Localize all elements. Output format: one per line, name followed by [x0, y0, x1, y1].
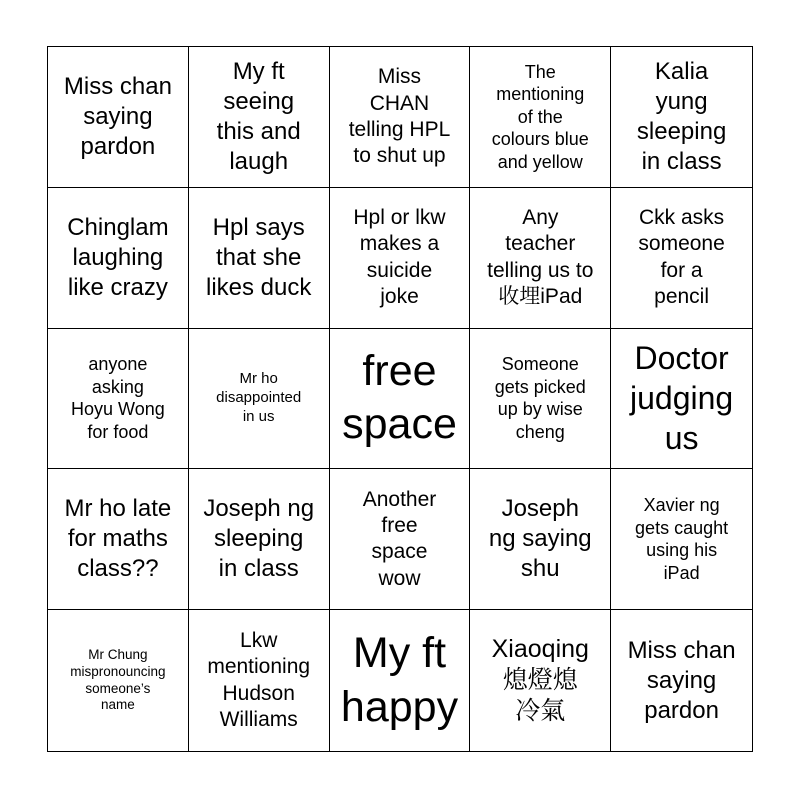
cell-text: My ft happy — [340, 628, 459, 731]
cell-text: The mentioning of the colours blue and yellow — [491, 61, 589, 172]
bingo-cell[interactable] — [48, 47, 189, 188]
bingo-cell[interactable] — [611, 329, 752, 470]
cell-text: Another free space wow — [362, 487, 437, 590]
cell-text: Miss chan saying pardon — [627, 636, 736, 724]
cell-text: Doctor judging us — [629, 340, 734, 457]
cell-text: Ckk asks someone for a pencil — [638, 206, 725, 308]
bingo-cell[interactable] — [189, 610, 330, 751]
cell-text: anyone asking Hoyu Wong for food — [71, 354, 165, 442]
bingo-cell[interactable] — [470, 469, 611, 610]
cell-text: Joseph ng saying shu — [488, 495, 592, 583]
cell-text: My ft seeing this and laugh — [216, 57, 301, 175]
cell-text: Joseph ng sleeping in class — [203, 495, 315, 583]
bingo-cell[interactable] — [611, 469, 752, 610]
free-space-cell[interactable] — [330, 329, 471, 470]
cell-text: free space — [342, 346, 457, 449]
cell-text: Xiaoqing 熄燈熄 冷氣 — [491, 634, 589, 726]
bingo-board — [47, 46, 753, 752]
cell-text: Mr ho disappointed in us — [216, 370, 302, 425]
cell-text: Any teacher telling us to 收埋iPad — [487, 206, 594, 308]
bingo-cell[interactable] — [189, 329, 330, 470]
bingo-cell[interactable] — [330, 610, 471, 751]
bingo-cell[interactable] — [330, 188, 471, 329]
bingo-cell[interactable] — [611, 188, 752, 329]
bingo-cell[interactable] — [48, 329, 189, 470]
bingo-cell[interactable] — [470, 188, 611, 329]
cell-text: Miss chan saying pardon — [63, 72, 172, 160]
bingo-cell[interactable] — [48, 188, 189, 329]
bingo-cell[interactable] — [470, 329, 611, 470]
cell-text: Lkw mentioning Hudson Williams — [207, 629, 311, 731]
bingo-cell[interactable] — [470, 47, 611, 188]
cell-text: Hpl or lkw makes a suicide joke — [353, 206, 446, 308]
cell-text: Mr Chung mispronouncing someone’s name — [70, 646, 166, 713]
cell-text: Hpl says that she likes duck — [206, 213, 312, 301]
cell-text: Mr ho late for maths class?? — [64, 495, 172, 583]
bingo-cell[interactable] — [470, 610, 611, 751]
bingo-cell[interactable] — [330, 469, 471, 610]
bingo-cell[interactable] — [48, 610, 189, 751]
bingo-cell[interactable] — [611, 610, 752, 751]
bingo-cell[interactable] — [189, 188, 330, 329]
bingo-cell[interactable] — [611, 47, 752, 188]
bingo-cell[interactable] — [189, 469, 330, 610]
cell-text: Kalia yung sleeping in class — [636, 57, 727, 175]
cell-text: Chinglam laughing like crazy — [67, 213, 169, 301]
cell-text: Someone gets picked up by wise cheng — [494, 354, 586, 442]
bingo-cell[interactable] — [330, 47, 471, 188]
bingo-cell[interactable] — [48, 469, 189, 610]
cell-text: Miss CHAN telling HPL to shut up — [348, 65, 451, 168]
cell-text: Xavier ng gets caught using his iPad — [635, 495, 729, 583]
bingo-cell[interactable] — [189, 47, 330, 188]
